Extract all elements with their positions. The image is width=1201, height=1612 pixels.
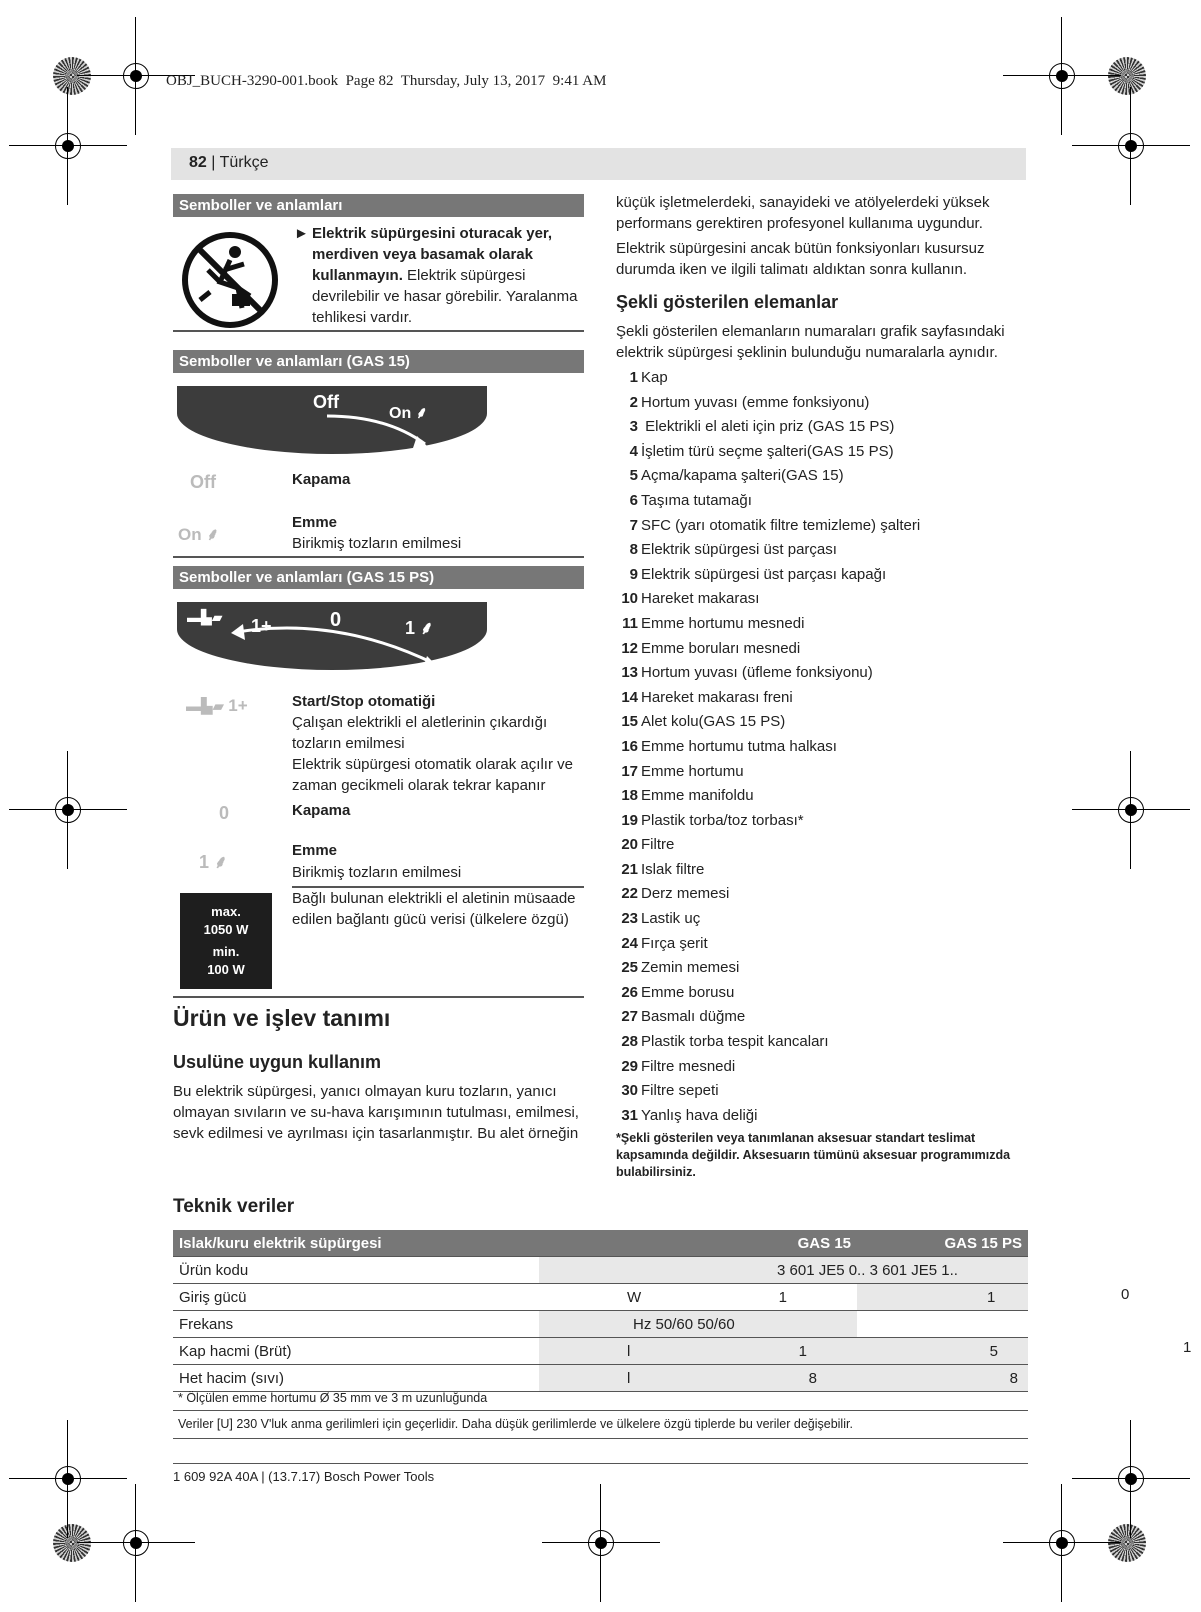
gas15ps-dial-right-label: 1 xyxy=(405,618,416,638)
gas15-row-on-title: Emme xyxy=(292,514,338,531)
list-item xyxy=(616,981,1026,1006)
list-item-label: Hortum yuvası (üfleme fonksiyonu) xyxy=(641,664,873,682)
tech-row-value2: 8 xyxy=(857,1365,1028,1392)
list-item-number: 15 xyxy=(621,713,638,731)
list-item-label: Filtre xyxy=(641,836,675,854)
tech-row-unit: Hz 50/60 50/60 xyxy=(627,1311,857,1338)
registration-mark xyxy=(582,1524,620,1562)
list-item-label: Basmalı düğme xyxy=(641,1008,746,1026)
suction-icon: ⸙ xyxy=(214,852,228,872)
tech-heading: Teknik veriler xyxy=(173,1196,295,1217)
tech-header-col2: GAS 15 PS xyxy=(857,1230,1028,1257)
tech-row-label: Kap hacmi (Brüt) xyxy=(173,1338,539,1365)
suction-icon: ⸙ xyxy=(206,525,220,544)
tech-row-label: Het hacim (sıvı) xyxy=(173,1365,539,1392)
tech-stray-value: 1 xyxy=(1183,1339,1192,1356)
list-item-number: 5 xyxy=(629,467,638,485)
tech-table xyxy=(173,1230,1028,1392)
tech-row-unit: l xyxy=(627,1342,631,1360)
list-item-label: Emme hortumu mesnedi xyxy=(641,614,805,632)
usage-heading: Usulüne uygun kullanım xyxy=(173,1052,382,1072)
gas15ps-row-off-icon: 0 xyxy=(219,803,230,823)
usage-text-continued: küçük işletmelerdeki, sanayideki ve atölyelerdeki yüksek performans gerektiren profesyonel kullanıma uygundur. xyxy=(616,194,990,232)
tech-table-header xyxy=(173,1230,1028,1257)
list-item-number: 26 xyxy=(621,983,638,1001)
power-badge-min-value: 100 W xyxy=(207,962,245,977)
list-item-number: 11 xyxy=(622,614,638,632)
list-item xyxy=(616,366,1026,391)
registration-mark xyxy=(1112,127,1150,165)
gas15ps-row-auto-title: Start/Stop otomatiği xyxy=(292,693,436,710)
tech-row-value2: 5 xyxy=(857,1338,1028,1365)
printer-rosette-mark xyxy=(53,57,91,95)
usage-note: Elektrik süpürgesini ancak bütün fonksiyonları kusursuz durumda iken ve ilgili talimatı aldıktan sonra kullanın. xyxy=(616,240,985,278)
warning-paragraph xyxy=(294,223,584,328)
list-item-label: Filtre mesnedi xyxy=(641,1057,736,1075)
gas15-row-on-desc: Birikmiş tozların emilmesi xyxy=(292,535,462,552)
list-item-label: Plastik torba tespit kancaları xyxy=(641,1033,829,1051)
divider xyxy=(173,330,584,332)
list-item-number: 28 xyxy=(621,1033,638,1051)
elements-heading: Şekli gösterilen elemanlar xyxy=(616,292,839,312)
list-item xyxy=(616,391,1026,416)
section-title-gas15ps: Semboller ve anlamları (GAS 15 PS) xyxy=(173,566,584,589)
tech-stray-value: 0 xyxy=(1121,1286,1130,1303)
list-item-number: 16 xyxy=(621,737,638,755)
list-item-label: Emme boruları mesnedi xyxy=(641,639,801,657)
list-item xyxy=(616,661,1026,686)
printer-rosette-mark xyxy=(1108,1524,1146,1562)
list-item-label: Açma/kapama şalteri(GAS 15) xyxy=(641,467,844,485)
list-item-number: 7 xyxy=(629,516,638,534)
list-item xyxy=(616,932,1026,957)
list-item xyxy=(616,1079,1026,1104)
list-item-number: 3 xyxy=(629,418,638,436)
warning-bullet: ► xyxy=(294,225,309,242)
registration-mark xyxy=(117,1524,155,1562)
list-item-label: İşletim türü seçme şalteri(GAS 15 PS) xyxy=(641,442,894,460)
registration-mark xyxy=(1112,791,1150,829)
list-item xyxy=(616,587,1026,612)
list-item xyxy=(616,882,1026,907)
page-number: 82 xyxy=(189,154,207,171)
no-sitting-icon xyxy=(180,230,280,330)
gas15ps-row-off-title: Kapama xyxy=(292,802,351,819)
section-title-symbols: Semboller ve anlamları xyxy=(173,194,584,217)
list-item xyxy=(616,760,1026,785)
list-item-label: Zemin memesi xyxy=(641,959,740,977)
list-item xyxy=(616,858,1026,883)
gas15-row-off-title: Kapama xyxy=(292,471,351,488)
tech-row-label: Giriş gücü xyxy=(173,1284,539,1311)
gas15ps-dial-tool-icon: ▬▙▰ xyxy=(187,609,223,625)
list-item-label: Filtre sepeti xyxy=(641,1082,719,1100)
registration-mark xyxy=(49,1460,87,1498)
list-item xyxy=(616,686,1026,711)
warning-bold: Elektrik süpürgesini oturacak yer, merdiven veya basamak olarak kullanmayın. xyxy=(312,225,553,284)
tech-row-value: 8 xyxy=(808,1369,817,1387)
list-item-label: Elektrik süpürgesi üst parçası kapağı xyxy=(641,565,887,583)
list-item-label: Hareket makarası freni xyxy=(641,688,793,706)
list-item-number: 14 xyxy=(621,688,638,706)
list-item-label: Lastik uç xyxy=(641,910,701,928)
tech-row-value2: 1 xyxy=(857,1284,1028,1311)
list-item xyxy=(616,464,1026,489)
tech-note: Veriler [U] 230 V'luk anma gerilimleri için geçerlidir. Daha düşük gerilimlerde ve ülkelere özgü tiplerde bu veriler değişebilir. xyxy=(178,1417,853,1431)
list-item-label: Derz memesi xyxy=(641,885,730,903)
list-item-label: Islak filtre xyxy=(641,860,705,878)
list-item-number: 29 xyxy=(621,1057,638,1075)
list-item-label: SFC (yarı otomatik filtre temizleme) şalteri xyxy=(641,516,921,534)
page-header-bar xyxy=(171,148,1026,180)
tech-row-value: 3 601 JE5 0.. 3 601 JE5 1.. xyxy=(627,1257,1028,1284)
registration-mark xyxy=(49,791,87,829)
divider xyxy=(173,556,584,558)
printer-rosette-mark xyxy=(1108,57,1146,95)
list-item-label: Hareket makarası xyxy=(641,590,760,608)
gas15ps-row-on-title: Emme xyxy=(292,842,338,859)
elements-list xyxy=(616,366,1026,1128)
power-badge-text: Bağlı bulunan elektrikli el aletinin müsaade edilen bağlantı gücü verisi (ülkelere özgü) xyxy=(292,890,576,928)
list-item xyxy=(616,637,1026,662)
list-item xyxy=(616,809,1026,834)
list-item-number: 27 xyxy=(621,1008,638,1026)
product-heading: Ürün ve işlev tanımı xyxy=(173,1005,391,1031)
list-item xyxy=(616,489,1026,514)
list-item xyxy=(616,956,1026,981)
list-item-label: Elektrikli el aleti için priz (GAS 15 PS) xyxy=(641,418,895,436)
power-badge-max-value: 1050 W xyxy=(203,922,249,937)
list-item-label: Emme hortumu tutma halkası xyxy=(641,737,837,755)
list-item-label: Kap xyxy=(641,369,668,386)
registration-mark xyxy=(117,57,155,95)
section-title-gas15: Semboller ve anlamları (GAS 15) xyxy=(173,350,584,373)
tech-row-value: 1 xyxy=(798,1342,807,1360)
list-item-number: 30 xyxy=(621,1082,638,1100)
gas15ps-dial-left: 1+ xyxy=(251,616,272,636)
list-item-number: 21 xyxy=(621,860,638,878)
printer-rosette-mark xyxy=(53,1524,91,1562)
power-tool-icon: ▬▙▰ xyxy=(186,698,225,715)
list-item xyxy=(616,907,1026,932)
gas15ps-dial-mid: 0 xyxy=(330,609,342,631)
list-item xyxy=(616,1030,1026,1055)
page-footer: 1 609 92A 40A | (13.7.17) Bosch Power Tools xyxy=(173,1469,435,1484)
list-item xyxy=(616,514,1026,539)
list-item-number: 2 xyxy=(629,393,638,411)
footer-rule xyxy=(173,1463,1028,1464)
list-item-number: 18 xyxy=(621,787,638,805)
list-item-label: Alet kolu(GAS 15 PS) xyxy=(641,713,786,731)
table-row xyxy=(173,1311,1028,1338)
gas15-row-off-icon: Off xyxy=(190,472,216,492)
list-item-number: 8 xyxy=(629,541,638,559)
gas15ps-row-on-icon xyxy=(199,850,228,874)
tech-row-unit: W xyxy=(627,1288,642,1306)
tech-row-unit: l xyxy=(627,1369,631,1387)
list-item xyxy=(616,1055,1026,1080)
list-item xyxy=(616,833,1026,858)
page-language: Türkçe xyxy=(219,154,269,171)
gas15ps-row-auto-desc: Çalışan elektrikli el aletlerinin çıkardığı tozların emilmesi Elektrik süpürgesi otomatik olarak açılır ve zaman gecikmeli olarak tekrar kapanır xyxy=(292,714,573,794)
list-item-number: 13 xyxy=(621,664,638,682)
usage-text: Bu elektrik süpürgesi, yanıcı olmayan kuru tozların, yanıcı olmayan sıvıların ve su-hava karışımının tutulması, emilmesi, sevk edilmesi ve ayrılması için tasarlanmıştır. Bu alet örneğin xyxy=(173,1083,579,1142)
tech-header-label: Islak/kuru elektrik süpürgesi xyxy=(173,1230,539,1257)
gas15ps-row-on-icon-label: 1 xyxy=(199,852,210,872)
registration-mark xyxy=(1043,57,1081,95)
list-item-label: Emme hortumu xyxy=(641,762,744,780)
tech-row-label: Frekans xyxy=(173,1311,539,1338)
registration-mark xyxy=(1043,1524,1081,1562)
list-item-number: 12 xyxy=(621,639,638,657)
list-item-number: 22 xyxy=(621,885,638,903)
list-item-number: 23 xyxy=(621,910,638,928)
list-item-number: 25 xyxy=(621,959,638,977)
list-item-label: Yanlış hava deliği xyxy=(641,1106,758,1124)
list-item-number: 20 xyxy=(621,836,638,854)
gas15ps-row-on-desc: Birikmiş tozların emilmesi xyxy=(292,864,462,881)
list-item xyxy=(616,538,1026,563)
list-item-number: 6 xyxy=(629,491,638,509)
suction-icon: ⸙ xyxy=(415,405,428,422)
list-item-number: 31 xyxy=(621,1106,638,1124)
list-item-label: Plastik torba/toz torbası* xyxy=(641,811,804,829)
divider xyxy=(173,1438,1028,1439)
tech-header-col1: GAS 15 xyxy=(627,1230,857,1257)
list-item-number: 1 xyxy=(629,369,638,386)
divider xyxy=(173,1410,1028,1411)
gas15-dial-on-label: On xyxy=(389,405,412,422)
registration-mark xyxy=(49,127,87,165)
power-badge-max: max. xyxy=(211,904,241,919)
list-item xyxy=(616,440,1026,465)
list-item xyxy=(616,784,1026,809)
gas15-row-on-icon-label: On xyxy=(178,525,202,544)
print-header-line: OBJ_BUCH-3290-001.book Page 82 Thursday, July 13, 2017 9:41 AM xyxy=(166,73,607,89)
list-item-label: Hortum yuvası (emme fonksiyonu) xyxy=(641,393,870,411)
page-header: 82 | Türkçe xyxy=(189,154,269,171)
list-item-label: Elektrik süpürgesi üst parçası xyxy=(641,541,837,559)
list-item-number: 4 xyxy=(629,442,638,460)
gas15ps-row-auto-icon-label: 1+ xyxy=(228,696,248,715)
gas15ps-row-auto-icon xyxy=(186,696,248,716)
warning-text: Elektrik süpürgesi devrilebilir ve hasar görebilir. Yaralanma tehlikesi vardır. xyxy=(312,267,578,326)
suction-icon: ⸙ xyxy=(420,618,434,638)
tech-row-label: Ürün kodu xyxy=(173,1257,539,1284)
table-row xyxy=(173,1284,1028,1311)
elements-intro: Şekli gösterilen elemanların numaraları grafik sayfasındaki elektrik süpürgesi şeklinin bulunduğu numaralarla aynıdır. xyxy=(616,323,1005,361)
list-item xyxy=(616,563,1026,588)
table-row xyxy=(173,1365,1028,1392)
list-item-label: Emme manifoldu xyxy=(641,787,754,805)
list-item-number: 17 xyxy=(621,762,638,780)
list-item-number: 10 xyxy=(621,590,638,608)
list-item-label: Taşıma tutamağı xyxy=(641,491,752,509)
list-item xyxy=(616,415,1026,440)
tech-row-value: 1 xyxy=(778,1288,787,1306)
registration-mark xyxy=(1112,1460,1150,1498)
list-item-label: Emme borusu xyxy=(641,983,735,1001)
gas15ps-dial-right xyxy=(405,616,434,640)
list-item xyxy=(616,1005,1026,1030)
list-item xyxy=(616,612,1026,637)
gas15-dial-on xyxy=(389,401,428,423)
table-row xyxy=(173,1338,1028,1365)
table-row xyxy=(173,1257,1028,1284)
gas15-row-on-icon xyxy=(178,522,219,545)
list-item-label: Fırça şerit xyxy=(641,934,708,952)
power-badge xyxy=(180,893,272,989)
list-item xyxy=(616,735,1026,760)
list-item-number: 9 xyxy=(629,565,638,583)
power-badge-min: min. xyxy=(212,944,240,959)
list-item-number: 19 xyxy=(621,811,638,829)
accessory-note: *Şekli gösterilen veya tanımlanan aksesuar standart teslimat kapsamında değildir. Aksesuarın tümünü aksesuar programımızda bulabilirsiniz. xyxy=(616,1131,1011,1179)
gas15-dial-off: Off xyxy=(313,392,339,412)
list-item xyxy=(616,710,1026,735)
divider xyxy=(173,996,584,998)
list-item xyxy=(616,1104,1026,1129)
list-item-number: 24 xyxy=(621,934,638,952)
tech-footnote: * Ölçülen emme hortumu Ø 35 mm ve 3 m uzunluğunda xyxy=(178,1391,488,1405)
